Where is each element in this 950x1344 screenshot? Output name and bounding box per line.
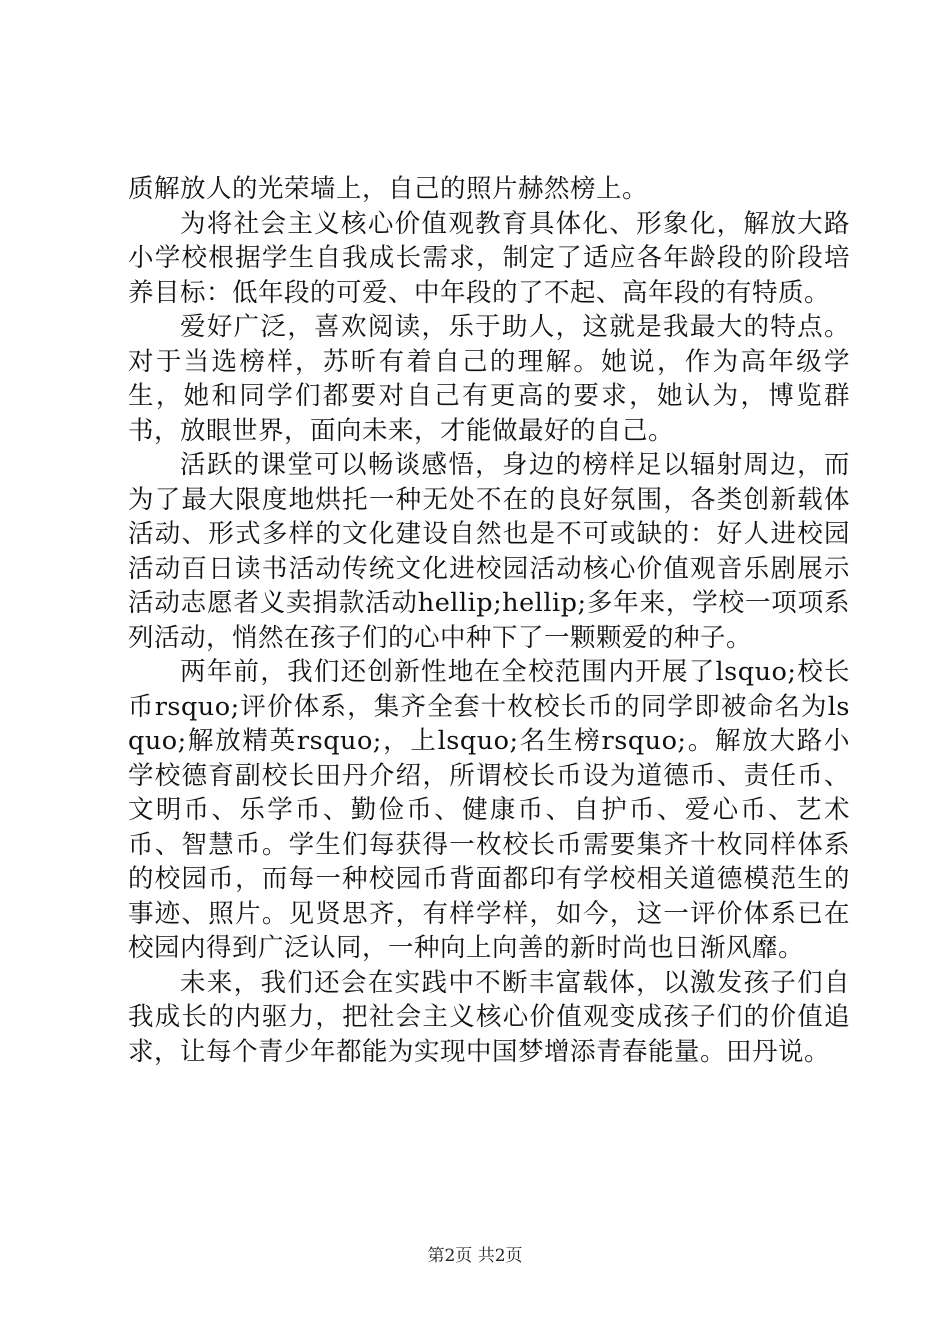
paragraph-activities: 活跃的课堂可以畅谈感悟，身边的榜样足以辐射周边，而为了最大限度地烘托一种无处不在的良好氛围，各类创新载体活动、形式多样的文化建设自然也是不可或缺的：好人进校园活动百日读书活动传统文化进校园活动核心价值观音乐剧展示活动志愿者义卖捐款活动hellip;hellip;多年来，学校一项项系列活动，悄然在孩子们的心中种下了一颗颗爱的种子。 xyxy=(128,450,850,653)
paragraph-future: 未来，我们还会在实践中不断丰富载体，以激发孩子们自我成长的内驱力，把社会主义核心价值观变成孩子们的价值追求，让每个青少年都能为实现中国梦增添青春能量。田丹说。 xyxy=(128,967,850,1067)
paragraph-training-goals: 为将社会主义核心价值观教育具体化、形象化，解放大路小学校根据学生自我成长需求，制定了适应各年龄段的阶段培养目标：低年段的可爱、中年段的了不起、高年段的有特质。 xyxy=(128,208,850,308)
paragraph-role-model: 爱好广泛，喜欢阅读，乐于助人，这就是我最大的特点。对于当选榜样，苏昕有着自己的理解。她说，作为高年级学生，她和同学们都要对自己有更高的要求，她认为，博览群书，放眼世界，面向未来，才能做最好的自己。 xyxy=(128,312,850,446)
paragraph-continuation: 质解放人的光荣墙上，自己的照片赫然榜上。 xyxy=(128,174,649,204)
page-number: 第2页 共2页 xyxy=(427,1246,523,1266)
paragraph-principal-coin: 两年前，我们还创新性地在全校范围内开展了lsquo;校长币rsquo;评价体系，集齐全套十枚校长币的同学即被命名为lsquo;解放精英rsquo;，上lsquo;名生榜rsquo;。解放大路小学校德育副校长田丹介绍，所谓校长币设为道德币、责任币、文明币、乐学币、勤俭币、健康币、自护币、爱心币、艺术币、智慧币。学生们每获得一枚校长币需要集齐十枚同样体系的校园币，而每一种校园币背面都印有学校相关道德模范生的事迹、照片。见贤思齐，有样学样，如今，这一评价体系已在校园内得到广泛认同，一种向上向善的新时尚也日渐风靡。 xyxy=(128,657,850,963)
document-body xyxy=(128,172,850,1069)
page-footer xyxy=(0,1245,950,1267)
